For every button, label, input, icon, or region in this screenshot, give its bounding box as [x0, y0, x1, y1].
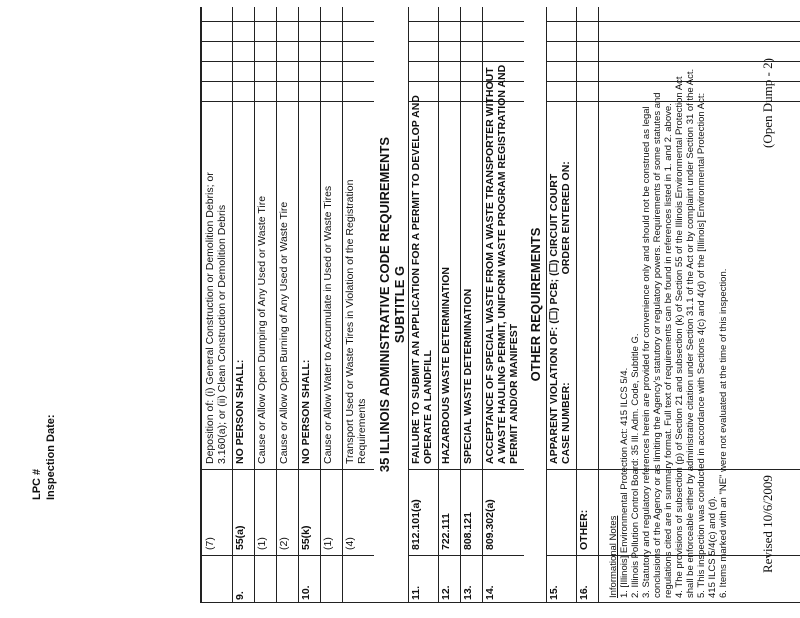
table-row — [438, 7, 461, 602]
description-line: 3.160(a); or (ii) Clean Construction or Demolition Debris — [216, 204, 228, 464]
section-ref: (1) — [322, 537, 334, 550]
item-description — [576, 4, 600, 464]
section-ref: 55(k) — [300, 525, 312, 550]
note-line: 2. Illinois Pollution Control Board: 35 Ill. Adm. Code, Subtitle G. — [630, 333, 641, 598]
notes-title: Informational Notes — [608, 515, 619, 598]
item-number: 12. — [440, 585, 452, 600]
description-line: OPERATE A LANDFILL — [422, 350, 434, 464]
item-number — [276, 560, 300, 600]
item-number — [254, 560, 278, 600]
section-heading-row — [374, 7, 409, 602]
description-line: PERMIT AND/OR MANIFEST — [508, 323, 520, 464]
section-title: OTHER REQUIREMENTS — [528, 227, 543, 382]
item-description: HAZARDOUS WASTE DETERMINATION — [440, 267, 452, 464]
table-row — [202, 7, 233, 602]
section-ref — [546, 472, 578, 550]
note-line: 4. The provisions of subsection (p) of Section 21 and subsection (k) of Section 55 of the Illinois Environmental Protection Act — [674, 76, 685, 598]
table-row — [232, 7, 255, 602]
table-row — [576, 7, 599, 602]
item-description: NO PERSON SHALL: — [234, 359, 246, 464]
note-line: 415 ILCS 5/4(c) and (d). — [707, 496, 718, 598]
item-number: 14. — [484, 585, 496, 600]
item-number: 15. — [548, 585, 560, 600]
note-line: 1. [Illinois] Environmental Protection Act: 415 ILCS 5/4. — [619, 367, 630, 598]
item-number: 11. — [410, 585, 422, 600]
page-label: (Open Dump - 2) — [760, 58, 775, 148]
item-number — [202, 560, 234, 600]
section-ref: 55(a) — [234, 525, 246, 550]
note-line: 3. Statutory and regulatory references herein are provided for convenience only and should not be construed as legal — [641, 106, 652, 598]
table-row — [482, 7, 525, 602]
description-line: Deposition of: (i) General Construction or Demolition Debris; or — [204, 172, 216, 464]
note-line: 6. Items marked with an "NE" were not evaluated at the time of this inspection. — [718, 268, 729, 598]
description-line: Requirements — [356, 398, 368, 464]
section-ref: (2) — [278, 537, 290, 550]
section-ref: (4) — [344, 537, 356, 550]
item-number: 13. — [462, 585, 474, 600]
revision-date: Revised 10/6/2009 — [760, 475, 775, 573]
table-row — [254, 7, 277, 602]
item-number: 10. — [300, 585, 312, 600]
item-description — [546, 4, 578, 464]
section-heading-row — [524, 7, 547, 602]
item-description: Cause or Allow Water to Accumulate in Used or Waste Tires — [322, 185, 334, 464]
section-ref: (1) — [256, 537, 268, 550]
section-ref: (7) — [204, 537, 216, 550]
informational-notes — [608, 8, 729, 598]
table-row — [320, 7, 343, 602]
description-line: APPARENT VIOLATION OF: (☐) PCB; (☐) CIRCUIT COURT — [548, 173, 560, 464]
item-number — [342, 560, 376, 600]
item-description: Cause or Allow Open Dumping of Any Used or Waste Tire — [256, 195, 268, 464]
section-ref: OTHER: — [578, 509, 590, 550]
item-number: 16. — [578, 585, 590, 600]
item-description: NO PERSON SHALL: — [300, 359, 312, 464]
note-line: shall be enforceable either by administrative citation under Section 31.1 of the Act or by complaint under Section 31 of the Act. — [685, 68, 696, 598]
item-description — [408, 4, 440, 464]
description-line: A WASTE HAULING PERMIT, UNIFORM WASTE PROGRAM REGISTRATION AND — [496, 64, 508, 464]
section-subtitle: SUBTITLE G — [392, 265, 407, 344]
lpc-number-label: LPC # — [31, 468, 43, 500]
section-ref: 722.111 — [440, 513, 452, 550]
section-ref: 812.101(a) — [410, 499, 422, 550]
note-line: conclusions of the Agency or as limiting the Agency's statutory or regulatory powers. Requirements of some statutes and — [652, 92, 663, 598]
table-row — [276, 7, 299, 602]
section-title: 35 ILLINOIS ADMINISTRATIVE CODE REQUIREMENTS — [377, 136, 392, 473]
inspection-date-label: Inspection Date: — [45, 414, 57, 500]
table-row — [460, 7, 483, 602]
item-description: Cause or Allow Open Burning of Any Used or Waste Tire — [278, 201, 290, 464]
description-line: CASE NUMBER: ORDER ENTERED ON: — [560, 161, 572, 464]
table-row — [546, 7, 577, 602]
description-line: FAILURE TO SUBMIT AN APPLICATION FOR A PERMIT TO DEVELOP AND — [410, 95, 422, 464]
item-description — [342, 4, 376, 464]
section-ref: 808.121 — [462, 512, 474, 550]
item-description: SPECIAL WASTE DETERMINATION — [462, 288, 474, 464]
table-row — [408, 7, 439, 602]
table-row — [298, 7, 321, 602]
table-row — [342, 7, 375, 602]
section-ref: 809.302(a) — [484, 499, 496, 550]
item-number: 9. — [234, 591, 246, 600]
item-number — [320, 560, 344, 600]
note-line: regulations cited are in summary format. Full text of requirements can be found in references listed in 1. and 2. above. — [663, 103, 674, 598]
item-description — [482, 4, 526, 464]
note-line: 5. This inspection was conducted in accordance with Sections 4(c) and 4(d) of the [Illinois] Environmental Protection Act: — [696, 92, 707, 598]
description-line: ACCEPTANCE OF SPECIAL WASTE FROM A WASTE TRANSPORTER WITHOUT — [484, 67, 496, 464]
description-line: Transport Used or Waste Tires in Violation of the Registration — [344, 179, 356, 464]
item-description — [202, 4, 234, 464]
